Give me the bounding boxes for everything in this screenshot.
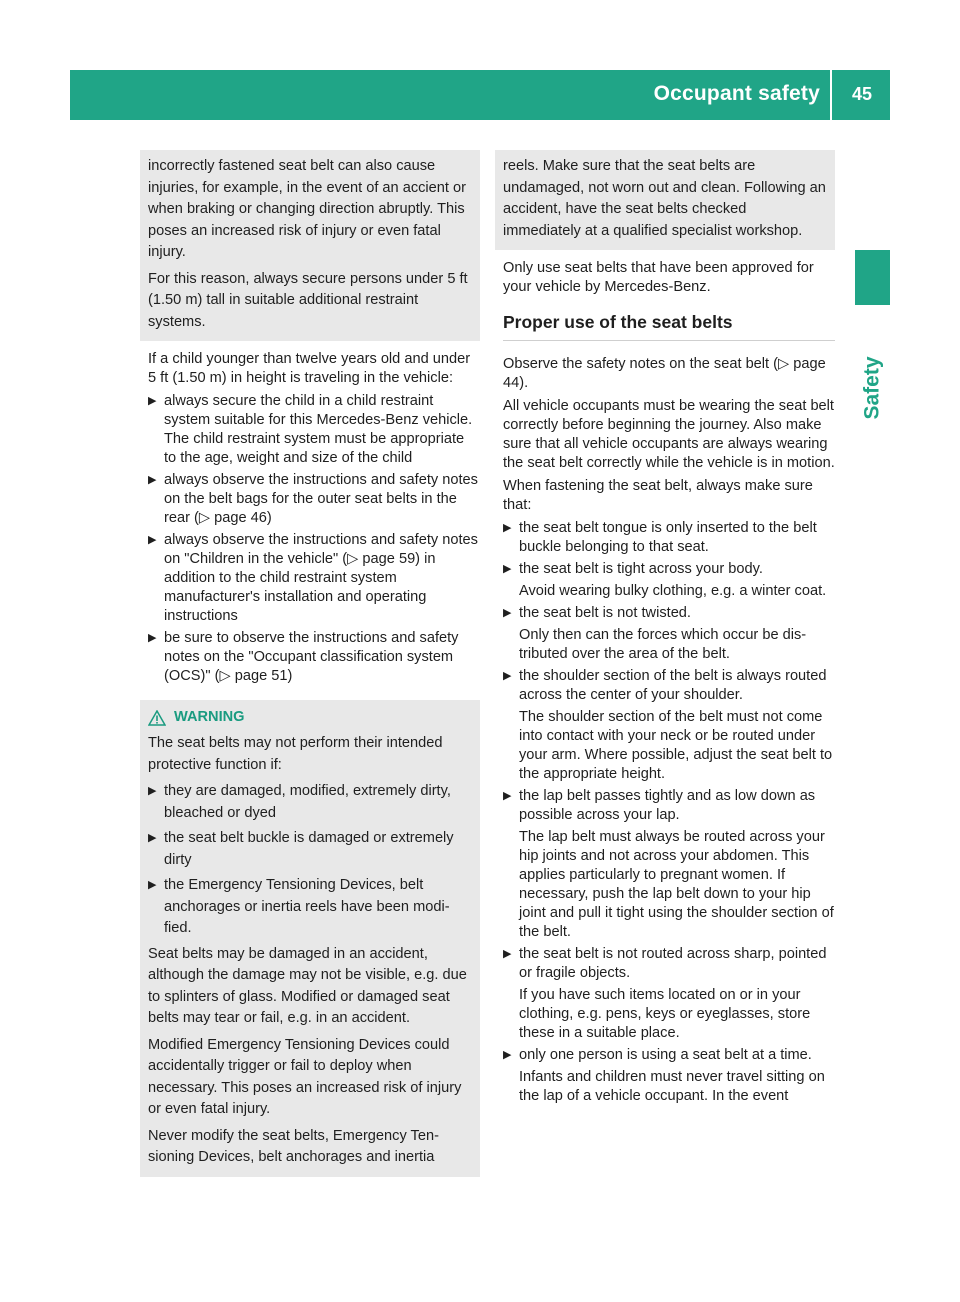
list-item-text: the seat belt is tight across your body. [519, 561, 763, 577]
bullet-glyph: ▶ [503, 563, 512, 575]
box-paragraph: incorrectly fastened seat belt can also cause injuries, for example, in the event of an accient or when braking or changing direction abruptly. This poses an increased risk of injury or even fatal injury. [148, 158, 466, 260]
list-item-text: the shoulder section of the belt is always routed across the center of your shoulder. [519, 668, 827, 703]
header-bar [70, 70, 890, 120]
child-bullet-list [148, 392, 480, 686]
list-item-subtext: The shoulder section of the belt must not come into contact with your neck or be routed under your arm. Where possible, adjust the seat belt to the appropriate height. [519, 709, 833, 782]
list-item-subtext: Avoid wearing bulky clothing, e.g. a winter coat. [519, 583, 827, 599]
page-section-title: Occupant safety [653, 82, 820, 105]
warning-triangle-icon [148, 710, 166, 726]
seat-belt-bullet-list [503, 519, 835, 1106]
list-item [503, 787, 835, 942]
body-paragraph: When fastening the seat belt, always make sure that: [503, 478, 813, 513]
list-item [503, 519, 835, 557]
list-item-text: the lap belt passes tightly and as low down as possible across your lap. [519, 788, 816, 823]
bullet-glyph: ▶ [148, 395, 157, 407]
bullet-glyph: ▶ [503, 790, 512, 802]
list-item [503, 1046, 835, 1106]
list-item [503, 560, 835, 601]
list-item-text: they are damaged, modified, extremely dirty, bleached or dyed [164, 783, 451, 821]
warning-heading [148, 708, 472, 727]
warning-bullet-list [148, 781, 472, 940]
bullet-glyph: ▶ [148, 785, 157, 797]
list-item-text: always observe the instructions and safety notes on "Children in the vehicle" (▷ page 59) in addition to the child restraint system manufacturer's installation and operating instructions [164, 532, 478, 624]
child-intro: If a child younger than twelve years old and under 5 ft (1.50 m) in height is traveling in the vehicle: [148, 351, 471, 386]
list-item [503, 945, 835, 1043]
list-item [148, 629, 480, 686]
list-item [148, 781, 472, 824]
list-item-subtext: The lap belt must always be routed across your hip joints and not across your abdomen. This applies particularly to pregnant women. If necessary, push the lap belt down to your hip joint and pull it tight using the shoulder section of the belt. [519, 829, 834, 940]
body-paragraph: Observe the safety notes on the seat belt (▷ page 44). [503, 356, 826, 391]
list-item-text: the seat belt buckle is damaged or extremely dirty [164, 830, 454, 868]
approved-belts-paragraph: Only use seat belts that have been approved for your vehicle by Mercedes-Benz. [503, 260, 814, 295]
section-heading: Proper use of the seat belts [503, 313, 835, 341]
list-item-subtext: Only then can the forces which occur be distributed over the area of the belt. [519, 627, 807, 662]
list-item-text: always observe the instructions and safety notes on the belt bags for the outer seat belts in the rear (▷ page 46) [164, 472, 478, 526]
warning-label: WARNING [174, 709, 245, 725]
list-item-text: the seat belt tongue is only inserted to the belt buckle belonging to that seat. [519, 520, 817, 555]
warning-paragraph: Seat belts may be damaged in an accident, although the damage may not be visible, e.g. due to splinters of glass. Modified or damaged seat belts may tear or fail, e.g. in an accident. [148, 945, 467, 1026]
list-item-text: always secure the child in a child restraint system suitable for this Mercedes-Benz vehicle. The child restraint system must be appropriate to the age, weight and size of the child [164, 393, 473, 466]
warning-box [140, 700, 480, 1177]
bullet-glyph: ▶ [148, 474, 157, 486]
list-item [148, 392, 480, 468]
warning-paragraph: Modified Emergency Tensioning Devices could accidentally trigger or fail to deploy when necessary. This poses an increased risk of injury or even fatal injury. [148, 1036, 462, 1117]
list-item-subtext: If you have such items located on or in your clothing, e.g. pens, keys or eyeglasses, store these in a suitable place. [519, 987, 811, 1041]
bullet-glyph: ▶ [503, 1049, 512, 1061]
info-box-top-left [140, 150, 480, 341]
list-item [503, 604, 835, 664]
list-item-subtext: Infants and children must never travel sitting on the lap of a vehicle occupant. In the event [519, 1069, 825, 1104]
list-item [148, 875, 472, 940]
left-column [148, 150, 480, 1177]
body-paragraph: All vehicle occupants must be wearing the seat belt correctly before beginning the journey. Also make sure that all vehicle occupants are always wearing the seat belt correctly while the vehicle is in motion. [503, 398, 835, 471]
chapter-tab [855, 250, 890, 305]
list-item [148, 471, 480, 528]
bullet-glyph: ▶ [148, 832, 157, 844]
bullet-glyph: ▶ [503, 670, 512, 682]
bullet-glyph: ▶ [148, 879, 157, 891]
bullet-glyph: ▶ [503, 607, 512, 619]
warning-paragraph: Never modify the seat belts, Emergency Tensioning Devices, belt anchorages and inertia [148, 1127, 439, 1165]
right-column [503, 150, 835, 1110]
header-divider [830, 70, 832, 120]
bullet-glyph: ▶ [148, 632, 157, 644]
bullet-glyph: ▶ [503, 948, 512, 960]
list-item-text: only one person is using a seat belt at a time. [519, 1047, 812, 1063]
box-paragraph: reels. Make sure that the seat belts are undamaged, not worn out and clean. Following an accident, have the seat belts checked immediately at a qualified specialist workshop. [503, 158, 826, 239]
list-item [148, 531, 480, 626]
list-item-text: the Emergency Tensioning Devices, belt anchorages or inertia reels have been modified. [164, 877, 450, 936]
list-item-text: the seat belt is not routed across sharp, pointed or fragile objects. [519, 946, 827, 981]
warning-intro: The seat belts may not perform their intended protective function if: [148, 735, 443, 773]
page-number: 45 [851, 84, 872, 104]
list-item-text: be sure to observe the instructions and safety notes on the "Occupant classification system (OCS)" (▷ page 51) [164, 630, 459, 684]
list-item [503, 667, 835, 784]
bullet-glyph: ▶ [503, 522, 512, 534]
chapter-label: Safety [860, 356, 884, 420]
box-paragraph: For this reason, always secure persons under 5 ft (1.50 m) tall in suitable additional restraint systems. [148, 270, 468, 330]
warning-box-continued [495, 150, 835, 250]
list-item-text: the seat belt is not twisted. [519, 605, 691, 621]
bullet-glyph: ▶ [148, 534, 157, 546]
list-item [148, 828, 472, 871]
